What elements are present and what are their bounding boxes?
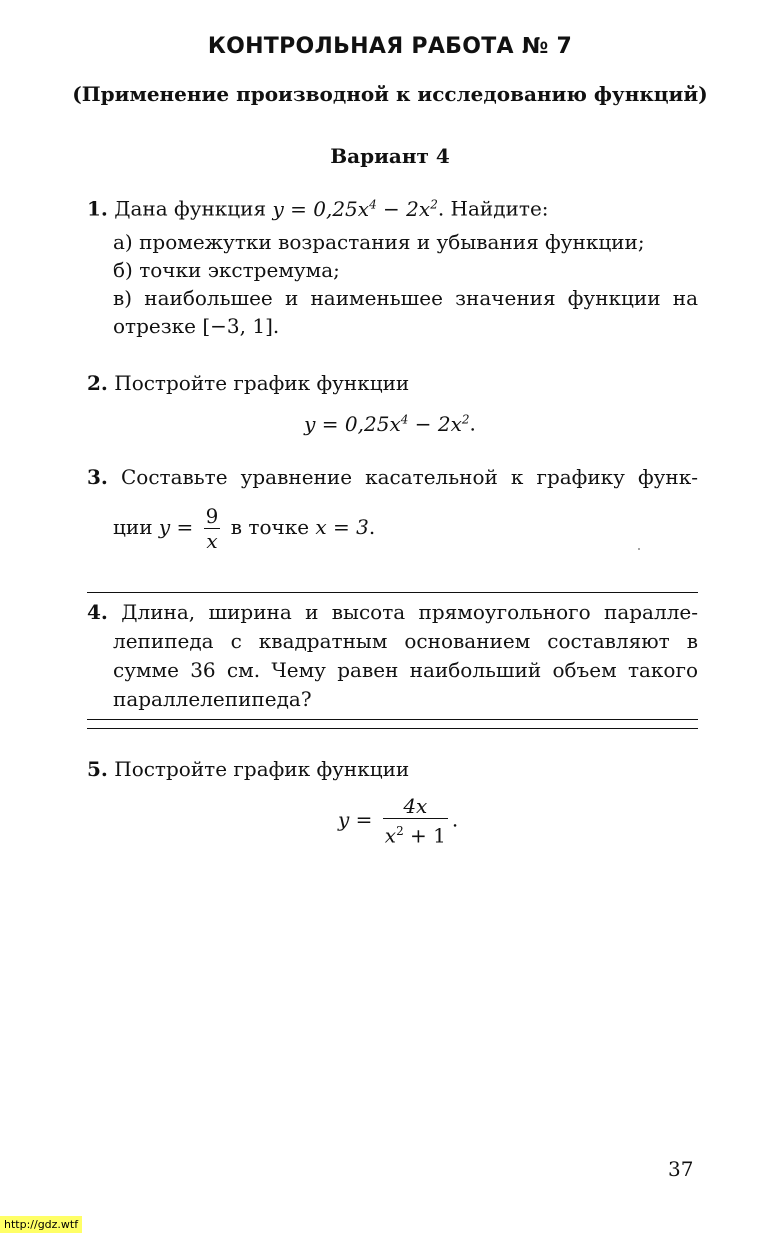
task4-line3: сумме 36 см. Чему равен наибольший объем такого [113,658,698,682]
page-number: 37 [668,1157,694,1181]
task5-number: 5. [87,757,108,781]
task1-tail: . Найдите: [437,196,549,221]
speck [638,548,640,550]
task1-lead: Дана функция [114,196,267,221]
task4-line1: 4. Длина, ширина и высота прямоугольного паралле- [87,600,698,624]
divider-double-2 [87,728,698,729]
page-title: КОНТРОЛЬНАЯ РАБОТА № 7 [207,34,573,59]
task3-line1: 3. Составьте уравнение касательной к графику функ- [87,465,699,489]
task3-line2: ции y = $\frac{9}{x}$ в точке x = 3. [113,504,376,553]
divider-double-1 [87,719,698,720]
task2-statement [87,369,409,397]
task5-formula: y = $\frac{4x}{x^2 + 1}$ . [338,794,459,848]
task1-item-b: б) точки экстремума; [113,258,340,282]
task5-fraction: $\frac{4x}{x^2 + 1}$ [384,794,446,848]
divider-top [87,592,698,593]
task5-text: Постройте график функции [114,757,410,781]
task1-item-a: а) промежутки возрастания и убывания функции; [113,230,645,254]
task2-number: 2. [87,371,108,395]
task4-line2: лепипеда с квадратным основанием составляют в [113,629,698,653]
task5-statement [87,755,409,783]
task1-item-c-cont: отрезке [−3, 1]. [113,314,280,338]
variant-heading: Вариант 4 [330,144,450,168]
task1-statement [87,190,549,223]
task1-formula: $y = 0,25x^4 - 2x^2$ [272,196,438,221]
task4-line4: параллелепипеда? [113,687,312,711]
task2-text: Постройте график функции [114,371,410,395]
task1-number: 1. [87,196,108,221]
task1-item-c: в) наибольшее и наименьшее значения функции на [113,286,698,310]
watermark-link[interactable]: http://gdz.wtf [0,1216,82,1233]
task2-formula: $y = 0,25x^4 - 2x^2$. [304,411,476,436]
page-subtitle: (Применение производной к исследованию функций) [72,82,708,106]
task3-fraction: $\frac{9}{x}$ [205,504,219,553]
